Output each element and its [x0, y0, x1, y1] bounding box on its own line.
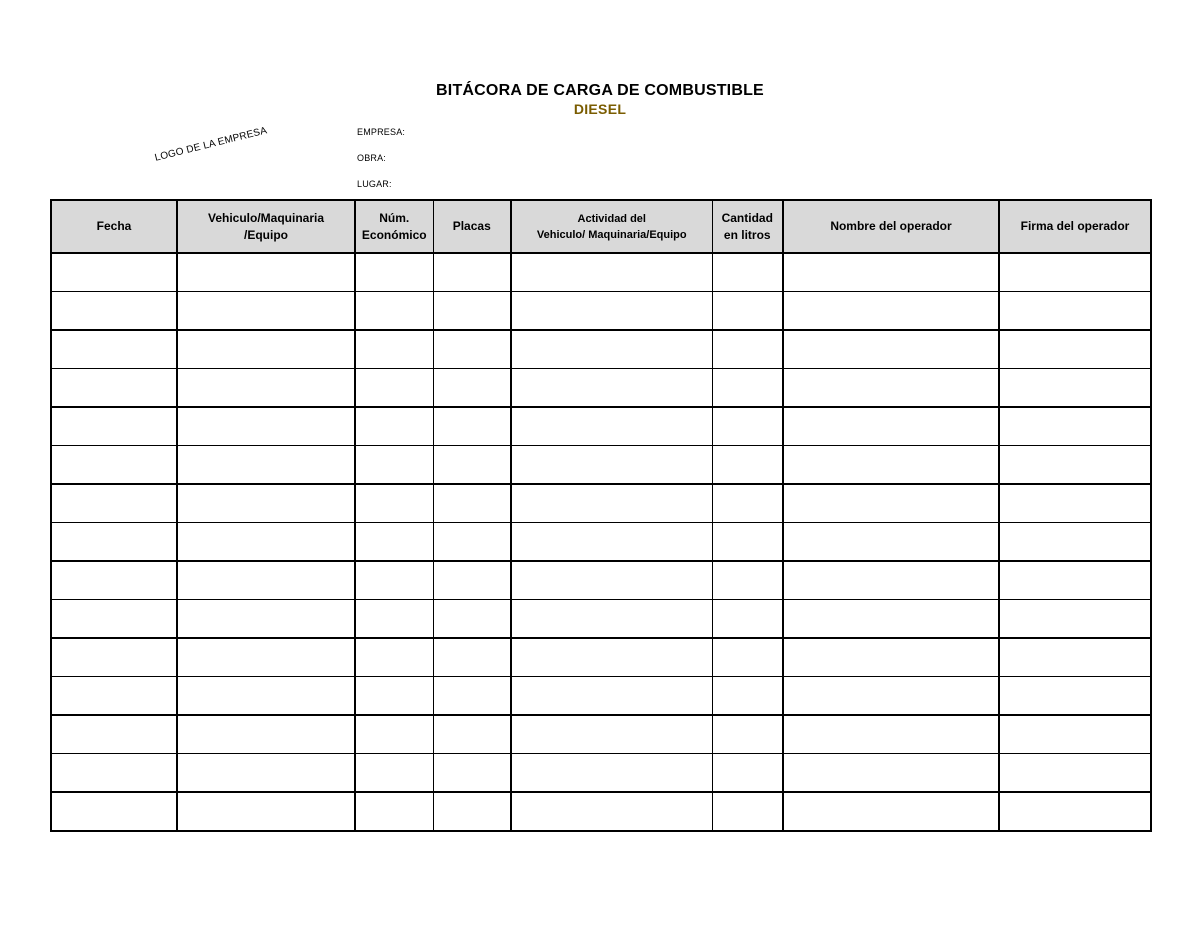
cell-nombre-operador[interactable]	[783, 253, 999, 292]
cell-cantidad[interactable]	[712, 638, 783, 677]
cell-placas[interactable]	[433, 600, 511, 639]
cell-actividad[interactable]	[511, 638, 712, 677]
cell-firma-operador[interactable]	[999, 369, 1151, 408]
cell-placas[interactable]	[433, 446, 511, 485]
cell-vehiculo[interactable]	[177, 292, 355, 331]
table-row	[51, 523, 1151, 562]
column-header-firma-operador: Firma del operador	[999, 200, 1151, 253]
cell-cantidad[interactable]	[712, 484, 783, 523]
column-header-nombre-operador: Nombre del operador	[783, 200, 999, 253]
cell-actividad[interactable]	[511, 715, 712, 754]
cell-firma-operador[interactable]	[999, 638, 1151, 677]
cell-actividad[interactable]	[511, 677, 712, 716]
cell-actividad[interactable]	[511, 561, 712, 600]
cell-cantidad[interactable]	[712, 561, 783, 600]
cell-num-economico[interactable]	[355, 561, 433, 600]
cell-nombre-operador[interactable]	[783, 715, 999, 754]
cell-fecha[interactable]	[51, 754, 177, 793]
cell-firma-operador[interactable]	[999, 292, 1151, 331]
cell-nombre-operador[interactable]	[783, 754, 999, 793]
table-row	[51, 446, 1151, 485]
table-row	[51, 638, 1151, 677]
column-header-placas: Placas	[433, 200, 511, 253]
cell-placas[interactable]	[433, 407, 511, 446]
cell-fecha[interactable]	[51, 484, 177, 523]
cell-fecha[interactable]	[51, 292, 177, 331]
cell-firma-operador[interactable]	[999, 330, 1151, 369]
cell-actividad[interactable]	[511, 600, 712, 639]
cell-nombre-operador[interactable]	[783, 600, 999, 639]
cell-fecha[interactable]	[51, 638, 177, 677]
cell-actividad[interactable]	[511, 754, 712, 793]
cell-firma-operador[interactable]	[999, 407, 1151, 446]
cell-num-economico[interactable]	[355, 523, 433, 562]
cell-cantidad[interactable]	[712, 523, 783, 562]
cell-placas[interactable]	[433, 292, 511, 331]
cell-firma-operador[interactable]	[999, 677, 1151, 716]
column-header-actividad: Actividad del Vehiculo/ Maquinaria/Equipo	[511, 200, 712, 253]
column-header-vehiculo: Vehiculo/Maquinaria /Equipo	[177, 200, 355, 253]
table-row	[51, 600, 1151, 639]
table-row	[51, 561, 1151, 600]
cell-fecha[interactable]	[51, 253, 177, 292]
cell-firma-operador[interactable]	[999, 754, 1151, 793]
cell-placas[interactable]	[433, 677, 511, 716]
cell-fecha[interactable]	[51, 792, 177, 831]
table-row	[51, 292, 1151, 331]
company-logo-placeholder: LOGO DE LA EMPRESA	[153, 125, 269, 164]
cell-nombre-operador[interactable]	[783, 677, 999, 716]
cell-vehiculo[interactable]	[177, 253, 355, 292]
cell-num-economico[interactable]	[355, 484, 433, 523]
cell-num-economico[interactable]	[355, 715, 433, 754]
cell-nombre-operador[interactable]	[783, 292, 999, 331]
table-row	[51, 484, 1151, 523]
empresa-field-label: EMPRESA:	[357, 127, 406, 137]
table-body	[51, 253, 1151, 831]
cell-nombre-operador[interactable]	[783, 369, 999, 408]
cell-nombre-operador[interactable]	[783, 638, 999, 677]
column-header-cantidad: Cantidad en litros	[712, 200, 783, 253]
cell-vehiculo[interactable]	[177, 792, 355, 831]
cell-firma-operador[interactable]	[999, 715, 1151, 754]
cell-fecha[interactable]	[51, 600, 177, 639]
cell-cantidad[interactable]	[712, 677, 783, 716]
cell-placas[interactable]	[433, 484, 511, 523]
cell-num-economico[interactable]	[355, 754, 433, 793]
cell-actividad[interactable]	[511, 407, 712, 446]
cell-firma-operador[interactable]	[999, 561, 1151, 600]
cell-firma-operador[interactable]	[999, 253, 1151, 292]
cell-cantidad[interactable]	[712, 253, 783, 292]
cell-fecha[interactable]	[51, 369, 177, 408]
cell-cantidad[interactable]	[712, 369, 783, 408]
cell-firma-operador[interactable]	[999, 523, 1151, 562]
cell-vehiculo[interactable]	[177, 330, 355, 369]
cell-actividad[interactable]	[511, 484, 712, 523]
cell-actividad[interactable]	[511, 446, 712, 485]
cell-actividad[interactable]	[511, 523, 712, 562]
cell-num-economico[interactable]	[355, 292, 433, 331]
cell-placas[interactable]	[433, 561, 511, 600]
table-row	[51, 715, 1151, 754]
cell-cantidad[interactable]	[712, 754, 783, 793]
cell-placas[interactable]	[433, 523, 511, 562]
lugar-field-label: LUGAR:	[357, 179, 392, 189]
cell-nombre-operador[interactable]	[783, 330, 999, 369]
obra-field-label: OBRA:	[357, 153, 387, 163]
fuel-type-subtitle: DIESEL	[573, 101, 627, 117]
cell-num-economico[interactable]	[355, 600, 433, 639]
cell-cantidad[interactable]	[712, 292, 783, 331]
table-row	[51, 369, 1151, 408]
cell-vehiculo[interactable]	[177, 369, 355, 408]
cell-cantidad[interactable]	[712, 446, 783, 485]
cell-fecha[interactable]	[51, 523, 177, 562]
table-header-row	[51, 200, 1151, 253]
cell-num-economico[interactable]	[355, 792, 433, 831]
cell-vehiculo[interactable]	[177, 484, 355, 523]
cell-actividad[interactable]	[511, 369, 712, 408]
cell-cantidad[interactable]	[712, 407, 783, 446]
column-header-num-economico: Núm. Económico	[355, 200, 433, 253]
cell-firma-operador[interactable]	[999, 446, 1151, 485]
cell-num-economico[interactable]	[355, 638, 433, 677]
cell-num-economico[interactable]	[355, 677, 433, 716]
cell-num-economico[interactable]	[355, 369, 433, 408]
cell-vehiculo[interactable]	[177, 638, 355, 677]
cell-fecha[interactable]	[51, 715, 177, 754]
fuel-log-table	[50, 199, 1152, 832]
cell-num-economico[interactable]	[355, 446, 433, 485]
cell-actividad[interactable]	[511, 792, 712, 831]
cell-cantidad[interactable]	[712, 600, 783, 639]
cell-num-economico[interactable]	[355, 407, 433, 446]
cell-cantidad[interactable]	[712, 330, 783, 369]
cell-vehiculo[interactable]	[177, 600, 355, 639]
cell-nombre-operador[interactable]	[783, 446, 999, 485]
table-row	[51, 792, 1151, 831]
cell-actividad[interactable]	[511, 330, 712, 369]
table-row	[51, 330, 1151, 369]
cell-nombre-operador[interactable]	[783, 484, 999, 523]
cell-actividad[interactable]	[511, 292, 712, 331]
cell-actividad[interactable]	[511, 253, 712, 292]
cell-fecha[interactable]	[51, 677, 177, 716]
cell-cantidad[interactable]	[712, 715, 783, 754]
column-header-fecha: Fecha	[51, 200, 177, 253]
cell-placas[interactable]	[433, 369, 511, 408]
cell-fecha[interactable]	[51, 561, 177, 600]
cell-vehiculo[interactable]	[177, 523, 355, 562]
cell-vehiculo[interactable]	[177, 677, 355, 716]
cell-placas[interactable]	[433, 253, 511, 292]
cell-vehiculo[interactable]	[177, 561, 355, 600]
cell-num-economico[interactable]	[355, 253, 433, 292]
cell-placas[interactable]	[433, 792, 511, 831]
table-row	[51, 407, 1151, 446]
table-row	[51, 754, 1151, 793]
cell-vehiculo[interactable]	[177, 754, 355, 793]
cell-firma-operador[interactable]	[999, 792, 1151, 831]
cell-cantidad[interactable]	[712, 792, 783, 831]
cell-firma-operador[interactable]	[999, 484, 1151, 523]
cell-nombre-operador[interactable]	[783, 792, 999, 831]
cell-placas[interactable]	[433, 638, 511, 677]
cell-nombre-operador[interactable]	[783, 523, 999, 562]
cell-fecha[interactable]	[51, 446, 177, 485]
cell-num-economico[interactable]	[355, 330, 433, 369]
cell-placas[interactable]	[433, 754, 511, 793]
page-title: BITÁCORA DE CARGA DE COMBUSTIBLE	[436, 82, 764, 99]
cell-placas[interactable]	[433, 330, 511, 369]
cell-vehiculo[interactable]	[177, 715, 355, 754]
table-row	[51, 677, 1151, 716]
cell-nombre-operador[interactable]	[783, 407, 999, 446]
cell-placas[interactable]	[433, 715, 511, 754]
cell-fecha[interactable]	[51, 407, 177, 446]
cell-fecha[interactable]	[51, 330, 177, 369]
cell-vehiculo[interactable]	[177, 446, 355, 485]
cell-vehiculo[interactable]	[177, 407, 355, 446]
cell-firma-operador[interactable]	[999, 600, 1151, 639]
table-row	[51, 253, 1151, 292]
cell-nombre-operador[interactable]	[783, 561, 999, 600]
